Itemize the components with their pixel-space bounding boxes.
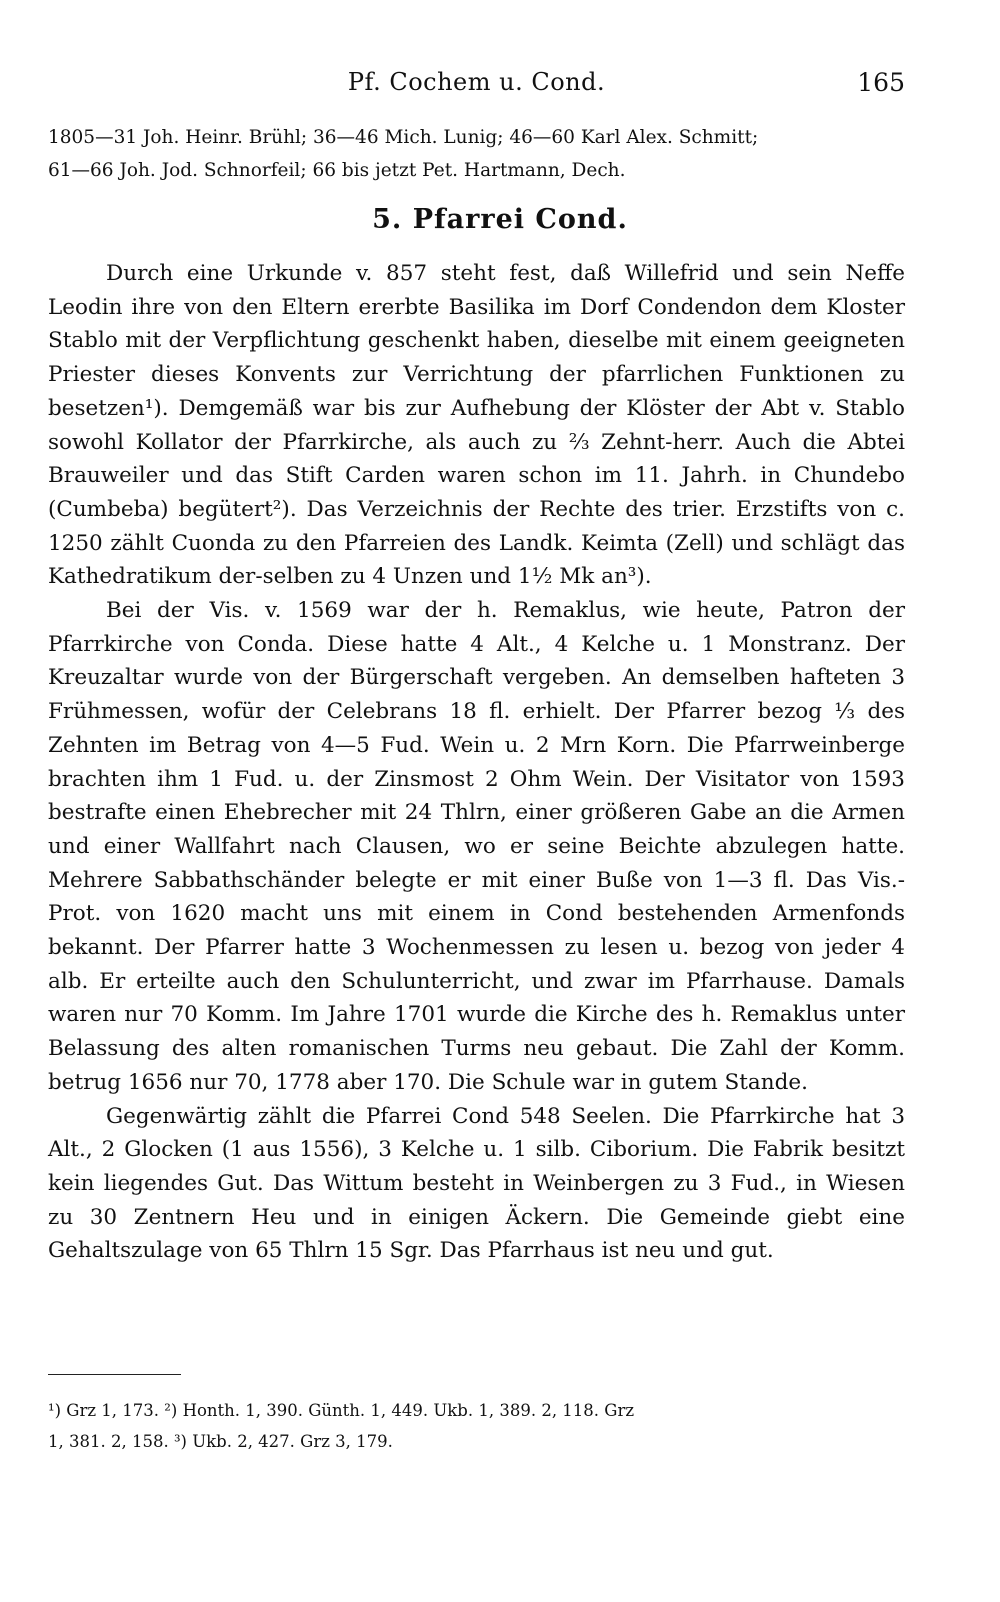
paragraph: Durch eine Urkunde v. 857 steht fest, daß Willefrid und sein Neffe Leodin ihre von den Eltern ererbte Basilika im Dorf Condendon dem Kloster Stablo mit der Verpflichtung geschenkt haben, dieselbe mit einem geeigneten Priester dieses Konvents zur Verrichtung der pfarrlichen Funktionen zu besetzen¹). Demgemäß war bis zur Aufhebung der Klöster der Abt v. Stablo sowohl Kollator der Pfarrkirche, als auch zu ²⁄₃ Zehnt-herr. Auch die Abtei Brauweiler und das Stift Carden waren schon im 11. Jahrh. in Chundebo (Cumbeba) begütert²). Das Verzeichnis der Rechte des trier. Erzstifts von c. 1250 zählt Cuonda zu den Pfarreien des Landk. Keimta (Zell) und schlägt das Kathedratikum der-selben zu 4 Unzen und 1½ Mk an³). xyxy=(48,261,905,590)
paragraph: Gegenwärtig zählt die Pfarrei Cond 548 Seelen. Die Pfarrkirche hat 3 Alt., 2 Glocken (1 aus 1556), 3 Kelche u. 1 silb. Ciborium. Die Fabrik besitzt kein liegendes Gut. Das Wittum besteht in Weinbergen zu 3 Fud., in Wiesen zu 30 Zentnern Heu und in einigen Äckern. Die Gemeinde giebt eine Gehaltszulage von 65 Thlrn 15 Sgr. Das Pfarrhaus ist neu und gut. xyxy=(48,1103,905,1264)
paragraph: Bei der Vis. v. 1569 war der h. Remaklus, wie heute, Patron der Pfarrkirche von Conda. Diese hatte 4 Alt., 4 Kelche u. 1 Monstranz. Der Kreuzaltar wurde von der Bürgerschaft vergeben. An demselben hafteten 3 Frühmessen, wofür der Celebrans 18 fl. erhielt. Der Pfarrer bezog ⅓ des Zehnten im Betrag von 4—5 Fud. Wein u. 2 Mrn Korn. Die Pfarrweinberge brachten ihm 1 Fud. u. der Zinsmost 2 Ohm Wein. Der Visitator von 1593 bestrafte einen Ehebrecher mit 24 Thlrn, einer größeren Gabe an die Armen und einer Wallfahrt nach Clausen, wo er seine Beichte abzulegen hatte. Mehrere Sabbathschänder belegte er mit einer Buße von 1—3 fl. Das Vis.-Prot. von 1620 macht uns mit einem in Cond bestehenden Armenfonds bekannt. Der Pfarrer hatte 3 Wochenmessen zu lesen u. bezog von jeder 4 alb. Er erteilte auch den Schulunterricht, und zwar im Pfarrhause. Damals waren nur 70 Komm. Im Jahre 1701 wurde die Kirche des h. Remaklus unter Belassung des alten romanischen Turms neu gebaut. Die Zahl der Komm. betrug 1656 nur 70, 1778 aber 170. Die Schule war in gutem Stande. xyxy=(48,598,905,1095)
running-title: Pf. Cochem u. Cond. xyxy=(347,68,606,96)
footnotes xyxy=(48,1395,905,1457)
incumbent-line: 1805—31 Joh. Heinr. Brühl; 36—46 Mich. Lunig; 46—60 Karl Alex. Schmitt; xyxy=(48,127,759,148)
page-number: 165 xyxy=(857,68,905,97)
incumbent-list xyxy=(48,121,905,187)
section-title: Pfarrei Cond. xyxy=(412,204,628,235)
running-head xyxy=(48,68,905,104)
section-number: 5. xyxy=(372,204,403,235)
footnote-divider xyxy=(48,1374,181,1375)
section-heading xyxy=(0,204,1000,235)
footnote-line: ¹) Grz 1, 173. ²) Honth. 1, 390. Günth. 1, 449. Ukb. 1, 389. 2, 118. Grz xyxy=(48,1401,635,1420)
body-text xyxy=(48,257,905,1268)
footnote-line: 1, 381. 2, 158. ³) Ukb. 2, 427. Grz 3, 179. xyxy=(48,1432,393,1451)
incumbent-line: 61—66 Joh. Jod. Schnorfeil; 66 bis jetzt Pet. Hartmann, Dech. xyxy=(48,160,626,181)
